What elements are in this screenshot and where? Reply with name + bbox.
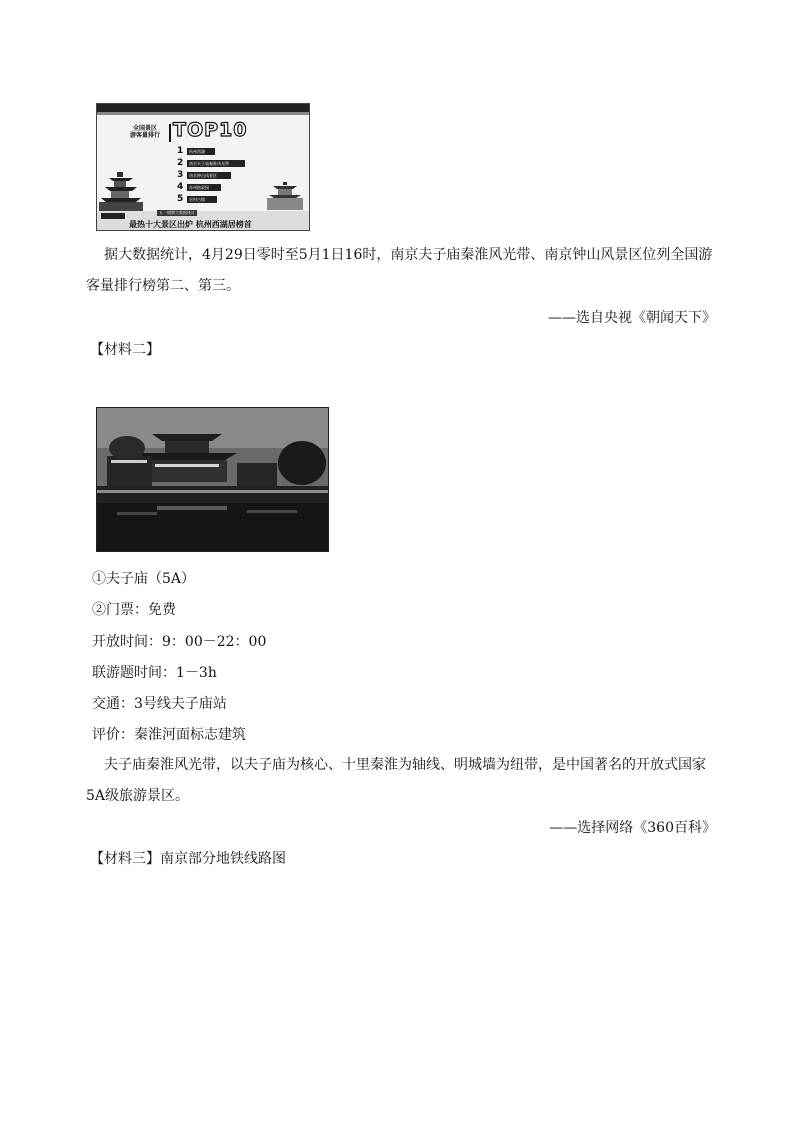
info-line: 评价：秦淮河面标志建筑 (92, 727, 246, 743)
rank-number: 5 (177, 194, 184, 204)
material1-source: ——选自央视《朝闻天下》 (548, 310, 716, 326)
pagoda-illustration (99, 168, 143, 212)
rank-number: 3 (177, 170, 184, 180)
fuzimiao-night-photo (96, 407, 329, 552)
poster-heading: 全国景区 游客量排行 (129, 125, 160, 139)
poster-logo-strip (101, 213, 125, 219)
material2-source: ——选择网络《360百科》 (549, 820, 716, 836)
info-line: 交通：3号线夫子庙站 (92, 696, 227, 712)
info-line: 联游题时间：1－3h (92, 665, 217, 681)
poster-top-band-shade (97, 112, 309, 115)
rank-number: 4 (177, 182, 184, 192)
top10-poster-image (96, 103, 310, 231)
material2-paragraph: 夫子庙秦淮风光带，以夫子庙为核心、十里秦淮为轴线、明城墙为纽带，是中国著名的开放式国家5A级旅游景区。 (86, 757, 706, 804)
rank-entry: 南京钟山风景区 (187, 172, 231, 179)
rank-number: 2 (177, 158, 184, 168)
material3-label: 【材料三】南京部分地铁线路图 (90, 851, 286, 867)
night-temple-illustration (97, 408, 328, 551)
info-line: ②门票：免费 (92, 602, 176, 618)
rank-number: 1 (177, 146, 184, 156)
rank-entry: 南京夫子庙秦淮风光带 (187, 160, 245, 167)
rank-entry: 宏村古镇 (187, 196, 217, 203)
poster-title-divider (169, 124, 171, 142)
info-line: 开放时间：9：00－22：00 (92, 634, 267, 650)
rank-entry: 杭州西湖 (187, 148, 215, 155)
material2-label: 【材料二】 (90, 342, 160, 358)
poster-title: TOP10 (173, 119, 248, 141)
poster-sub-caption: 五一假期大数据统计 (159, 210, 195, 215)
poster-top-band (97, 104, 309, 112)
poster-caption: 最热十大景区出炉 杭州西湖居榜首 (129, 220, 252, 229)
material1-paragraph: 据大数据统计，4月29日零时至5月1日16时，南京夫子庙秦淮风光带、南京钟山风景区位列全国游客量排行榜第二、第三。 (86, 247, 713, 294)
info-line: ①夫子庙（5A） (92, 571, 196, 587)
temple-illustration (265, 180, 305, 210)
rank-entry: 苏州拙政园 (187, 184, 221, 191)
